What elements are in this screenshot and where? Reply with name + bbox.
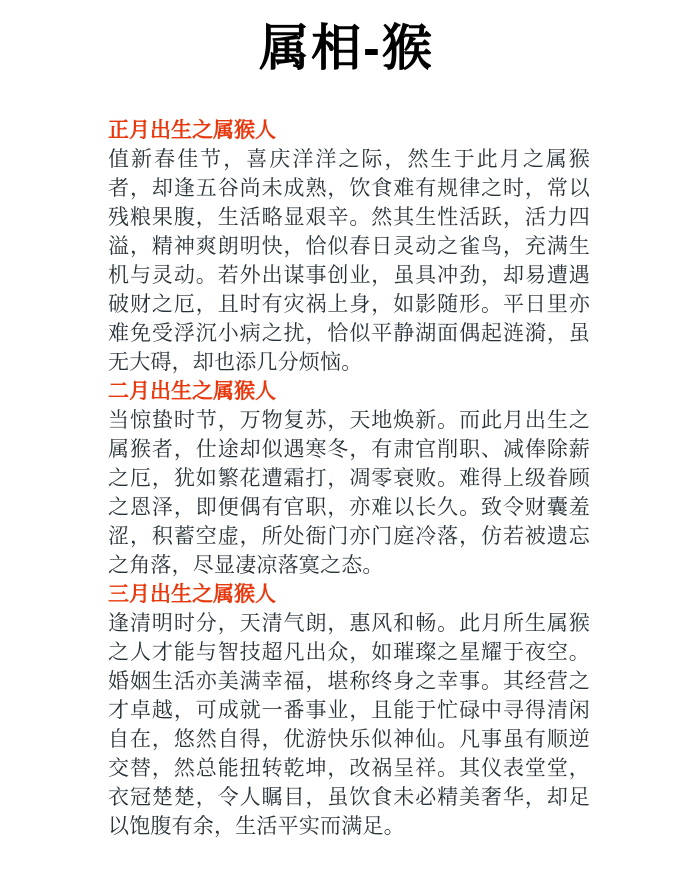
section-body-second-month: 当惊蛰时节，万物复苏，天地焕新。而此月出生之属猴者，仕途却似遇寒冬，有肃官削职、减俸除薪之厄，犹如繁花遭霜打，凋零衰败。难得上级眷顾之恩泽，即便偶有官职，亦难以长久。致令财囊羞涩，积蓄空虚，所处衙门亦门庭冷落，仿若被遗忘之角落，尽显凄凉落寞之态。 bbox=[108, 409, 590, 577]
section-heading-first-month: 正月出生之属猴人 bbox=[108, 119, 276, 142]
page-title: 属相-猴 bbox=[259, 20, 434, 76]
section-third-month bbox=[108, 580, 590, 841]
section-second-month bbox=[108, 377, 590, 580]
section-heading-second-month: 二月出生之属猴人 bbox=[108, 380, 276, 403]
section-heading-third-month: 三月出生之属猴人 bbox=[108, 583, 276, 606]
section-body-first-month: 值新春佳节，喜庆洋洋之际，然生于此月之属猴者，却逢五谷尚未成熟，饮食难有规律之时，常以残粮果腹，生活略显艰辛。然其生性活跃，活力四溢，精神爽朗明快，恰似春日灵动之雀鸟，充满生机与灵动。若外出谋事创业，虽具冲劲，却易遭遇破财之厄，且时有灾祸上身，如影随形。平日里亦难免受浮沉小病之扰，恰似平静湖面偶起涟漪，虽无大碍，却也添几分烦恼。 bbox=[108, 148, 590, 374]
section-body-third-month: 逢清明时分，天清气朗，惠风和畅。此月所生属猴之人才能与智技超凡出众，如璀璨之星耀于夜空。婚姻生活亦美满幸福，堪称终身之幸事。其经营之才卓越，可成就一番事业，且能于忙碌中寻得清闲自在，悠然自得，优游快乐似神仙。凡事虽有顺逆交替，然总能扭转乾坤，改祸呈祥。其仪表堂堂，衣冠楚楚，令人瞩目，虽饮食未必精美奢华，却足以饱腹有余，生活平实而满足。 bbox=[108, 612, 590, 838]
document-content bbox=[108, 116, 590, 841]
section-first-month bbox=[108, 116, 590, 377]
